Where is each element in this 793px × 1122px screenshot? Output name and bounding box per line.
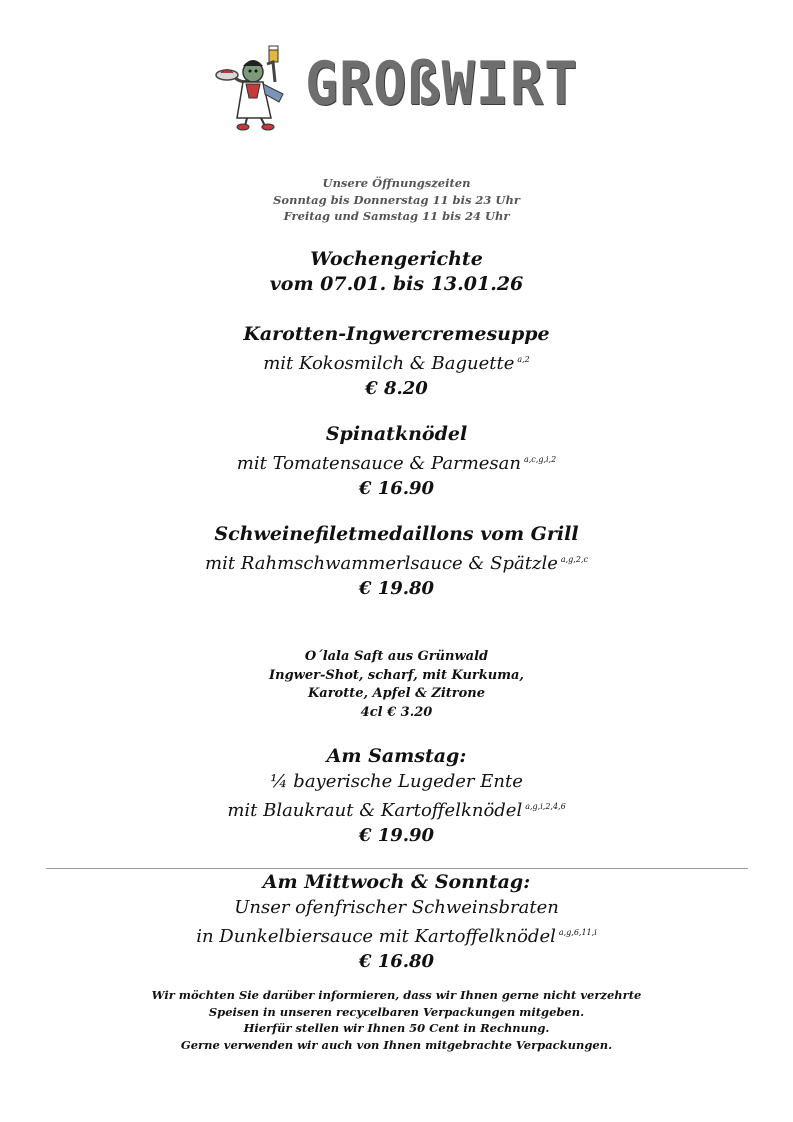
wednesday-sunday-special (0, 870, 793, 974)
midweek-line2 (0, 920, 793, 949)
allergen-codes: a,g,2,c (560, 555, 588, 564)
opening-hours-weekend: Freitag und Samstag 11 bis 24 Uhr (283, 209, 510, 223)
weekly-dishes-title: Wochengerichte (310, 248, 483, 270)
dish-item (0, 322, 793, 401)
logo (213, 42, 593, 132)
dish-item (0, 422, 793, 501)
juice-line: Ingwer-Shot, scharf, mit Kurkuma, (269, 667, 524, 683)
juice-title: O´lala Saft aus Grünwald (304, 649, 489, 664)
dish-price: € 16.90 (358, 478, 435, 499)
dish-description-text: mit Tomatensauce & Parmesan (236, 453, 521, 474)
dish-description (0, 347, 793, 376)
divider (46, 868, 748, 869)
saturday-line2-text: mit Blaukraut & Kartoffelknödel (227, 800, 523, 821)
weekly-dishes-dates: vom 07.01. bis 13.01.26 (269, 273, 524, 295)
note-line: Hierfür stellen wir Ihnen 50 Cent in Rechnung. (243, 1021, 550, 1035)
saturday-title: Am Samstag: (326, 745, 467, 767)
juice-price: 4cl € 3.20 (360, 704, 433, 720)
packaging-note (0, 987, 793, 1053)
midweek-line1: Unser ofenfrischer Schweinsbraten (234, 897, 559, 918)
saturday-price: € 19.90 (358, 825, 435, 846)
weekly-dishes-heading (0, 247, 793, 297)
dish-description-text: mit Kokosmilch & Baguette (263, 353, 515, 374)
dish-description (0, 447, 793, 476)
note-line: Gerne verwenden wir auch von Ihnen mitgebrachte Verpackungen. (180, 1037, 613, 1052)
midweek-line2-text: in Dunkelbiersauce mit Kartoffelknödel (196, 926, 556, 947)
dish-price: € 8.20 (365, 378, 428, 399)
dish-title: Karotten-Ingwercremesuppe (243, 323, 550, 345)
midweek-price: € 16.80 (358, 951, 435, 972)
midweek-title: Am Mittwoch & Sonntag: (262, 871, 531, 893)
dish-description (0, 547, 793, 576)
opening-hours (0, 175, 793, 225)
juice-line: Karotte, Apfel & Zitrone (307, 686, 486, 701)
opening-hours-weekdays: Sonntag bis Donnerstag 11 bis 23 Uhr (273, 192, 520, 207)
dish-title: Spinatknödel (325, 423, 468, 445)
chef-mascot-icon (213, 42, 303, 132)
allergen-codes: a,g,6,11,i (558, 928, 597, 937)
note-line: Wir möchten Sie darüber informieren, dass wir Ihnen gerne nicht verzehrte (151, 988, 642, 1002)
saturday-line1: ¼ bayerische Lugeder Ente (270, 771, 523, 792)
dish-title: Schweinefiletmedaillons vom Grill (214, 523, 579, 545)
dish-item (0, 522, 793, 601)
note-line: Speisen in unseren recycelbaren Verpackungen mitgeben. (208, 1004, 585, 1019)
juice-offer (0, 648, 793, 722)
saturday-line2 (0, 794, 793, 823)
allergen-codes: a,g,i,2,4,6 (525, 802, 566, 811)
brand-wordmark: GROßWIRT (305, 49, 579, 119)
opening-hours-heading: Unsere Öffnungszeiten (322, 176, 471, 190)
allergen-codes: a,c,g,i,2 (523, 455, 557, 464)
dish-price: € 19.80 (358, 578, 435, 599)
dish-description-text: mit Rahmschwammerlsauce & Spätzle (205, 553, 558, 574)
allergen-codes: a,2 (517, 355, 530, 364)
saturday-special (0, 744, 793, 848)
